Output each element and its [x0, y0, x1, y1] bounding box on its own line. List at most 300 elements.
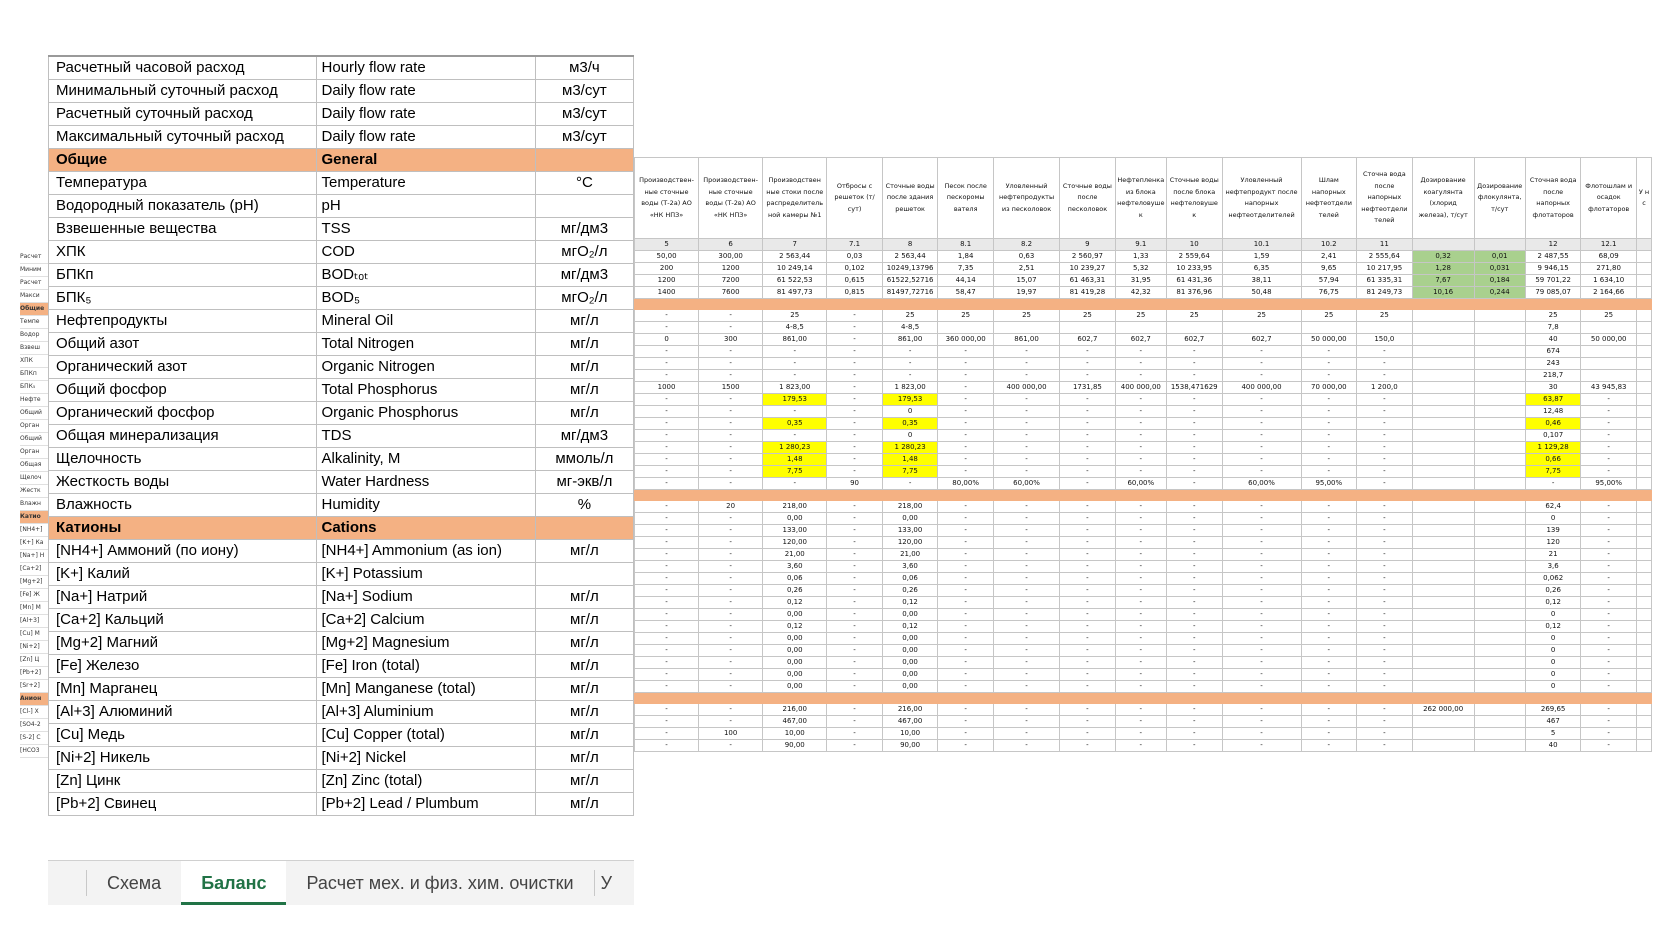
data-cell[interactable]: 2 555,64	[1357, 251, 1413, 263]
parameter-unit-cell[interactable]: мг/л	[535, 678, 633, 701]
data-cell[interactable]: -	[1301, 418, 1357, 430]
data-cell[interactable]: 2 560,97	[1060, 251, 1116, 263]
data-cell[interactable]: -	[1581, 513, 1637, 525]
data-cell[interactable]: -	[827, 728, 883, 740]
data-cell[interactable]: -	[1301, 394, 1357, 406]
data-cell[interactable]	[1474, 645, 1525, 657]
data-cell[interactable]: -	[1357, 585, 1413, 597]
data-cell[interactable]: -	[993, 358, 1059, 370]
data-cell[interactable]	[1636, 251, 1651, 263]
data-cell[interactable]: 602,7	[1222, 334, 1301, 346]
data-cell[interactable]: 0,66	[1525, 454, 1581, 466]
data-cell[interactable]: -	[993, 513, 1059, 525]
data-cell[interactable]	[1636, 681, 1651, 693]
data-cell[interactable]: -	[1357, 418, 1413, 430]
data-cell[interactable]: 179,53	[882, 394, 938, 406]
data-cell[interactable]: -	[1166, 549, 1222, 561]
data-cell[interactable]	[1474, 609, 1525, 621]
data-cell[interactable]: -	[635, 513, 699, 525]
data-cell[interactable]	[1474, 740, 1525, 752]
data-cell[interactable]: -	[635, 406, 699, 418]
data-cell[interactable]: -	[1357, 669, 1413, 681]
data-cell[interactable]: -	[827, 382, 883, 394]
data-cell[interactable]: -	[635, 740, 699, 752]
data-cell[interactable]: 300,00	[699, 251, 763, 263]
data-cell[interactable]: -	[635, 346, 699, 358]
data-cell[interactable]	[1636, 561, 1651, 573]
data-cell[interactable]: 400 000,00	[1115, 382, 1166, 394]
data-cell[interactable]	[1412, 525, 1474, 537]
data-cell[interactable]: 0,00	[763, 609, 827, 621]
data-cell[interactable]: -	[1581, 657, 1637, 669]
column-header-cell[interactable]: Дозирование коагулянта (хлорид железа), т/сут	[1412, 158, 1474, 239]
data-cell[interactable]: -	[1115, 418, 1166, 430]
parameter-name-en-cell[interactable]: [Mg+2] Magnesium	[317, 632, 535, 655]
parameter-name-ru-cell[interactable]: ХПК	[49, 241, 317, 264]
data-cell[interactable]: -	[1166, 358, 1222, 370]
data-cell[interactable]	[1474, 310, 1525, 322]
data-cell[interactable]: 40	[1525, 740, 1581, 752]
data-cell[interactable]	[1412, 681, 1474, 693]
data-cell[interactable]: -	[993, 430, 1059, 442]
parameter-unit-cell[interactable]: мгO₂/л	[535, 241, 633, 264]
data-cell[interactable]: -	[827, 669, 883, 681]
data-cell[interactable]: -	[1357, 561, 1413, 573]
data-cell[interactable]: -	[1357, 645, 1413, 657]
data-cell[interactable]: 90,00	[882, 740, 938, 752]
data-cell[interactable]: -	[1301, 525, 1357, 537]
parameter-unit-cell[interactable]: мг/л	[535, 540, 633, 563]
parameter-unit-cell[interactable]: мг/дм3	[535, 264, 633, 287]
data-cell[interactable]: -	[1581, 573, 1637, 585]
data-cell[interactable]: -	[699, 430, 763, 442]
data-cell[interactable]: 400 000,00	[993, 382, 1059, 394]
data-cell[interactable]: 0	[1525, 645, 1581, 657]
data-cell[interactable]: -	[635, 454, 699, 466]
data-cell[interactable]: -	[635, 442, 699, 454]
data-cell[interactable]: 1 280,23	[882, 442, 938, 454]
data-cell[interactable]: -	[1301, 728, 1357, 740]
data-cell[interactable]	[1412, 633, 1474, 645]
data-cell[interactable]: 0	[635, 334, 699, 346]
data-cell[interactable]	[1636, 740, 1651, 752]
data-cell[interactable]: 400 000,00	[1222, 382, 1301, 394]
data-cell[interactable]: 2 487,55	[1525, 251, 1581, 263]
data-cell[interactable]	[1222, 322, 1301, 334]
data-cell[interactable]	[1474, 597, 1525, 609]
data-cell[interactable]: 0	[882, 406, 938, 418]
data-cell[interactable]: 0,12	[882, 597, 938, 609]
sheet-tab-partial[interactable]: У	[600, 873, 612, 893]
data-cell[interactable]	[1636, 442, 1651, 454]
parameter-name-en-cell[interactable]: [NH4+] Ammonium (as ion)	[317, 540, 535, 563]
data-cell[interactable]: -	[938, 466, 994, 478]
parameter-name-ru-cell[interactable]: [Al+3] Алюминий	[49, 701, 317, 724]
data-cell[interactable]: 59 701,22	[1525, 275, 1581, 287]
data-cell[interactable]	[1581, 370, 1637, 382]
data-cell[interactable]: -	[1166, 406, 1222, 418]
data-cell[interactable]: -	[1060, 633, 1116, 645]
data-cell[interactable]: 0,00	[763, 513, 827, 525]
data-cell[interactable]: 38,11	[1222, 275, 1301, 287]
data-cell[interactable]	[1636, 537, 1651, 549]
data-cell[interactable]: -	[1060, 681, 1116, 693]
data-cell[interactable]: -	[1115, 728, 1166, 740]
parameter-unit-cell[interactable]: мгO₂/л	[535, 287, 633, 310]
data-cell[interactable]	[1636, 478, 1651, 490]
data-cell[interactable]: -	[938, 669, 994, 681]
data-cell[interactable]: 81 419,28	[1060, 287, 1116, 299]
data-cell[interactable]: -	[1060, 525, 1116, 537]
data-cell[interactable]: -	[699, 633, 763, 645]
data-cell[interactable]: 3,60	[763, 561, 827, 573]
data-cell[interactable]: -	[1581, 561, 1637, 573]
data-cell[interactable]: 861,00	[763, 334, 827, 346]
data-cell[interactable]: 0,26	[882, 585, 938, 597]
data-cell[interactable]: 7200	[699, 275, 763, 287]
data-cell[interactable]: 0,12	[882, 621, 938, 633]
data-cell[interactable]: 0,03	[827, 251, 883, 263]
data-cell[interactable]: -	[635, 669, 699, 681]
data-cell[interactable]	[1412, 478, 1474, 490]
data-cell[interactable]: -	[1166, 645, 1222, 657]
data-cell[interactable]: 262 000,00	[1412, 704, 1474, 716]
column-number-cell[interactable]: 6	[699, 239, 763, 251]
data-cell[interactable]: -	[699, 406, 763, 418]
data-cell[interactable]: -	[1581, 430, 1637, 442]
data-cell[interactable]: 50 000,00	[1301, 334, 1357, 346]
data-cell[interactable]: -	[1060, 669, 1116, 681]
data-cell[interactable]: -	[1166, 370, 1222, 382]
data-cell[interactable]: -	[1357, 358, 1413, 370]
column-header-cell[interactable]: Нефтепленка из блока нефтеловуше к	[1115, 158, 1166, 239]
data-cell[interactable]: -	[993, 394, 1059, 406]
data-cell[interactable]: -	[1357, 657, 1413, 669]
data-cell[interactable]: 133,00	[882, 525, 938, 537]
data-cell[interactable]: -	[699, 609, 763, 621]
data-cell[interactable]: -	[763, 406, 827, 418]
data-cell[interactable]: -	[993, 728, 1059, 740]
parameter-name-en-cell[interactable]: [Pb+2] Lead / Plumbum	[317, 793, 535, 816]
data-cell[interactable]: -	[699, 466, 763, 478]
data-cell[interactable]	[1636, 549, 1651, 561]
data-cell[interactable]: 3,6	[1525, 561, 1581, 573]
data-cell[interactable]: 1538,471629	[1166, 382, 1222, 394]
data-cell[interactable]: -	[699, 358, 763, 370]
data-cell[interactable]: 1000	[635, 382, 699, 394]
data-cell[interactable]: -	[1115, 740, 1166, 752]
data-cell[interactable]: 0,32	[1412, 251, 1474, 263]
data-cell[interactable]: -	[1166, 609, 1222, 621]
data-cell[interactable]: -	[1115, 657, 1166, 669]
data-cell[interactable]: 1 129,28	[1525, 442, 1581, 454]
data-cell[interactable]: -	[1060, 346, 1116, 358]
data-cell[interactable]: 2 563,44	[763, 251, 827, 263]
data-cell[interactable]: 1,59	[1222, 251, 1301, 263]
data-cell[interactable]: -	[1301, 597, 1357, 609]
data-cell[interactable]: 0,00	[763, 633, 827, 645]
data-cell[interactable]: -	[635, 597, 699, 609]
data-cell[interactable]	[1412, 537, 1474, 549]
data-cell[interactable]: -	[699, 645, 763, 657]
parameter-name-ru-cell[interactable]: Катионы	[49, 517, 317, 540]
column-number-cell[interactable]: 8	[882, 239, 938, 251]
parameter-name-ru-cell[interactable]: [NH4+] Аммоний (по иону)	[49, 540, 317, 563]
data-cell[interactable]	[1636, 334, 1651, 346]
data-cell[interactable]: -	[1222, 537, 1301, 549]
data-cell[interactable]: -	[827, 346, 883, 358]
data-cell[interactable]: -	[1301, 370, 1357, 382]
parameter-name-en-cell[interactable]: Alkalinity, M	[317, 448, 535, 471]
data-cell[interactable]: -	[938, 633, 994, 645]
data-cell[interactable]: 0,00	[882, 645, 938, 657]
data-cell[interactable]: 25	[1060, 310, 1116, 322]
data-cell[interactable]: -	[827, 394, 883, 406]
data-cell[interactable]: -	[1222, 513, 1301, 525]
data-cell[interactable]	[1474, 561, 1525, 573]
data-cell[interactable]: -	[993, 597, 1059, 609]
data-cell[interactable]: -	[993, 406, 1059, 418]
data-cell[interactable]: -	[1301, 645, 1357, 657]
data-cell[interactable]: -	[1060, 442, 1116, 454]
data-cell[interactable]: 218,00	[882, 501, 938, 513]
data-cell[interactable]: -	[1115, 406, 1166, 418]
data-cell[interactable]: -	[1357, 633, 1413, 645]
parameter-name-ru-cell[interactable]: [Ni+2] Никель	[49, 747, 317, 770]
data-cell[interactable]: -	[1222, 501, 1301, 513]
data-cell[interactable]: 218,00	[763, 501, 827, 513]
data-cell[interactable]: 1,48	[763, 454, 827, 466]
data-cell[interactable]: 80,00%	[938, 478, 994, 490]
data-cell[interactable]: -	[1222, 466, 1301, 478]
parameter-name-ru-cell[interactable]: [Na+] Натрий	[49, 586, 317, 609]
data-cell[interactable]	[1636, 621, 1651, 633]
data-cell[interactable]: 0,00	[882, 657, 938, 669]
column-number-cell[interactable]: 10	[1166, 239, 1222, 251]
column-header-cell[interactable]: Производствен-ные сточные воды (Т-2а) АО «НК НПЗ»	[635, 158, 699, 239]
parameter-name-ru-cell[interactable]: Органический фосфор	[49, 402, 317, 425]
data-cell[interactable]: -	[763, 478, 827, 490]
data-cell[interactable]: -	[1060, 501, 1116, 513]
parameter-unit-cell[interactable]: мг/дм3	[535, 425, 633, 448]
data-cell[interactable]: -	[635, 501, 699, 513]
data-cell[interactable]: -	[827, 454, 883, 466]
data-cell[interactable]	[1474, 716, 1525, 728]
data-cell[interactable]: 95,00%	[1301, 478, 1357, 490]
data-cell[interactable]: 7,35	[938, 263, 994, 275]
data-cell[interactable]: -	[993, 549, 1059, 561]
data-cell[interactable]: 25	[1357, 310, 1413, 322]
parameter-name-en-cell[interactable]: pH	[317, 195, 535, 218]
data-cell[interactable]: -	[1166, 728, 1222, 740]
data-cell[interactable]: -	[1301, 657, 1357, 669]
data-cell[interactable]: 0,26	[763, 585, 827, 597]
data-cell[interactable]: 120,00	[882, 537, 938, 549]
data-cell[interactable]: -	[827, 406, 883, 418]
parameter-name-en-cell[interactable]: Total Phosphorus	[317, 379, 535, 402]
data-cell[interactable]: -	[1301, 513, 1357, 525]
data-cell[interactable]: 0	[1525, 669, 1581, 681]
data-cell[interactable]	[1636, 454, 1651, 466]
data-cell[interactable]: -	[1115, 442, 1166, 454]
parameter-unit-cell[interactable]: мг/л	[535, 310, 633, 333]
data-cell[interactable]: -	[635, 466, 699, 478]
data-cell[interactable]: 10 217,95	[1357, 263, 1413, 275]
data-cell[interactable]: 9,65	[1301, 263, 1357, 275]
parameter-name-ru-cell[interactable]: Щелочность	[49, 448, 317, 471]
data-cell[interactable]: -	[699, 740, 763, 752]
parameter-unit-cell[interactable]: мг/л	[535, 402, 633, 425]
data-cell[interactable]: -	[635, 645, 699, 657]
data-cell[interactable]: 30	[1525, 382, 1581, 394]
parameter-name-ru-cell[interactable]: БПКп	[49, 264, 317, 287]
data-cell[interactable]: -	[1166, 716, 1222, 728]
data-cell[interactable]: -	[993, 454, 1059, 466]
data-cell[interactable]	[1474, 454, 1525, 466]
data-cell[interactable]: 1 200,0	[1357, 382, 1413, 394]
data-cell[interactable]: -	[1060, 549, 1116, 561]
data-cell[interactable]: 0,184	[1474, 275, 1525, 287]
data-cell[interactable]: -	[882, 370, 938, 382]
data-cell[interactable]	[1474, 442, 1525, 454]
parameter-name-en-cell[interactable]: [Cu] Copper (total)	[317, 724, 535, 747]
parameter-name-en-cell[interactable]: COD	[317, 241, 535, 264]
data-cell[interactable]: -	[699, 716, 763, 728]
parameter-name-en-cell[interactable]: Cations	[317, 517, 535, 540]
data-cell[interactable]: -	[993, 501, 1059, 513]
data-cell[interactable]: -	[1166, 561, 1222, 573]
data-cell[interactable]: -	[699, 681, 763, 693]
data-cell[interactable]: -	[1166, 740, 1222, 752]
data-cell[interactable]: 31,95	[1115, 275, 1166, 287]
data-cell[interactable]	[1474, 334, 1525, 346]
parameter-name-ru-cell[interactable]: Общие	[49, 149, 317, 172]
data-cell[interactable]: -	[699, 549, 763, 561]
data-cell[interactable]: 19,97	[993, 287, 1059, 299]
data-cell[interactable]	[1412, 501, 1474, 513]
column-header-cell[interactable]: Сточные воды после блока нефтеловуше к	[1166, 158, 1222, 239]
parameter-name-en-cell[interactable]: [Mn] Manganese (total)	[317, 678, 535, 701]
data-cell[interactable]: -	[938, 716, 994, 728]
data-cell[interactable]: -	[1115, 537, 1166, 549]
data-cell[interactable]	[1412, 442, 1474, 454]
data-cell[interactable]: -	[938, 645, 994, 657]
column-number-cell[interactable]: 10.2	[1301, 239, 1357, 251]
data-cell[interactable]: 0,12	[1525, 621, 1581, 633]
parameter-name-en-cell[interactable]: [Fe] Iron (total)	[317, 655, 535, 678]
data-cell[interactable]: 25	[1222, 310, 1301, 322]
data-cell[interactable]	[1474, 346, 1525, 358]
data-cell[interactable]: -	[1581, 501, 1637, 513]
parameter-name-en-cell[interactable]: Humidity	[317, 494, 535, 517]
data-cell[interactable]: -	[699, 310, 763, 322]
parameter-name-en-cell[interactable]: BODₜₒₜ	[317, 264, 535, 287]
data-cell[interactable]: -	[938, 537, 994, 549]
data-cell[interactable]: -	[635, 585, 699, 597]
data-cell[interactable]	[1636, 466, 1651, 478]
data-cell[interactable]: -	[1115, 370, 1166, 382]
data-cell[interactable]: 61 522,53	[763, 275, 827, 287]
data-cell[interactable]: 0,35	[763, 418, 827, 430]
data-cell[interactable]	[1412, 382, 1474, 394]
data-cell[interactable]	[1636, 609, 1651, 621]
data-cell[interactable]: -	[827, 621, 883, 633]
data-cell[interactable]: 81 249,73	[1357, 287, 1413, 299]
data-cell[interactable]: 2,51	[993, 263, 1059, 275]
parameter-name-en-cell[interactable]: [Ca+2] Calcium	[317, 609, 535, 632]
parameter-unit-cell[interactable]: м3/ч	[535, 56, 633, 80]
data-cell[interactable]: -	[1166, 669, 1222, 681]
data-cell[interactable]: -	[993, 346, 1059, 358]
data-cell[interactable]: -	[993, 418, 1059, 430]
data-cell[interactable]: -	[1115, 681, 1166, 693]
data-cell[interactable]: -	[1222, 346, 1301, 358]
data-cell[interactable]: 0,102	[827, 263, 883, 275]
data-cell[interactable]: -	[1115, 597, 1166, 609]
data-cell[interactable]: 1 634,10	[1581, 275, 1637, 287]
sheet-tab-balance[interactable]: Баланс	[181, 861, 286, 905]
data-cell[interactable]: 2 164,66	[1581, 287, 1637, 299]
data-cell[interactable]	[1636, 633, 1651, 645]
data-cell[interactable]	[1412, 346, 1474, 358]
data-cell[interactable]	[1636, 406, 1651, 418]
parameter-name-ru-cell[interactable]: Водородный показатель (pH)	[49, 195, 317, 218]
data-cell[interactable]: 1,28	[1412, 263, 1474, 275]
data-cell[interactable]: -	[699, 704, 763, 716]
data-cell[interactable]: 0	[1525, 657, 1581, 669]
data-cell[interactable]: -	[635, 430, 699, 442]
data-cell[interactable]: 602,7	[1115, 334, 1166, 346]
data-cell[interactable]: -	[938, 346, 994, 358]
data-cell[interactable]: -	[635, 573, 699, 585]
data-cell[interactable]: -	[938, 609, 994, 621]
data-cell[interactable]: -	[1301, 609, 1357, 621]
data-cell[interactable]: -	[1166, 657, 1222, 669]
data-cell[interactable]	[1636, 358, 1651, 370]
data-cell[interactable]	[1474, 478, 1525, 490]
data-cell[interactable]: -	[993, 442, 1059, 454]
data-cell[interactable]: -	[1357, 478, 1413, 490]
data-cell[interactable]: -	[1115, 525, 1166, 537]
data-cell[interactable]: 0,062	[1525, 573, 1581, 585]
data-cell[interactable]	[1474, 657, 1525, 669]
data-cell[interactable]: -	[1060, 513, 1116, 525]
data-cell[interactable]: 1 280,23	[763, 442, 827, 454]
data-cell[interactable]: -	[1357, 346, 1413, 358]
data-cell[interactable]: -	[1060, 561, 1116, 573]
data-cell[interactable]: 10,16	[1412, 287, 1474, 299]
data-cell[interactable]	[1357, 322, 1413, 334]
parameter-name-en-cell[interactable]: [Na+] Sodium	[317, 586, 535, 609]
data-cell[interactable]: -	[1222, 728, 1301, 740]
data-cell[interactable]: -	[763, 370, 827, 382]
parameter-name-en-cell[interactable]: Temperature	[317, 172, 535, 195]
data-cell[interactable]: -	[1222, 549, 1301, 561]
data-cell[interactable]: -	[827, 418, 883, 430]
data-cell[interactable]: -	[635, 633, 699, 645]
data-cell[interactable]	[1412, 561, 1474, 573]
data-cell[interactable]	[1636, 597, 1651, 609]
data-cell[interactable]: 269,65	[1525, 704, 1581, 716]
data-cell[interactable]: 0	[1525, 609, 1581, 621]
data-cell[interactable]: 25	[763, 310, 827, 322]
data-cell[interactable]: -	[1166, 585, 1222, 597]
data-cell[interactable]: 50,48	[1222, 287, 1301, 299]
data-cell[interactable]: -	[1115, 716, 1166, 728]
data-cell[interactable]: 21	[1525, 549, 1581, 561]
data-cell[interactable]	[1636, 513, 1651, 525]
data-cell[interactable]: 0	[882, 430, 938, 442]
